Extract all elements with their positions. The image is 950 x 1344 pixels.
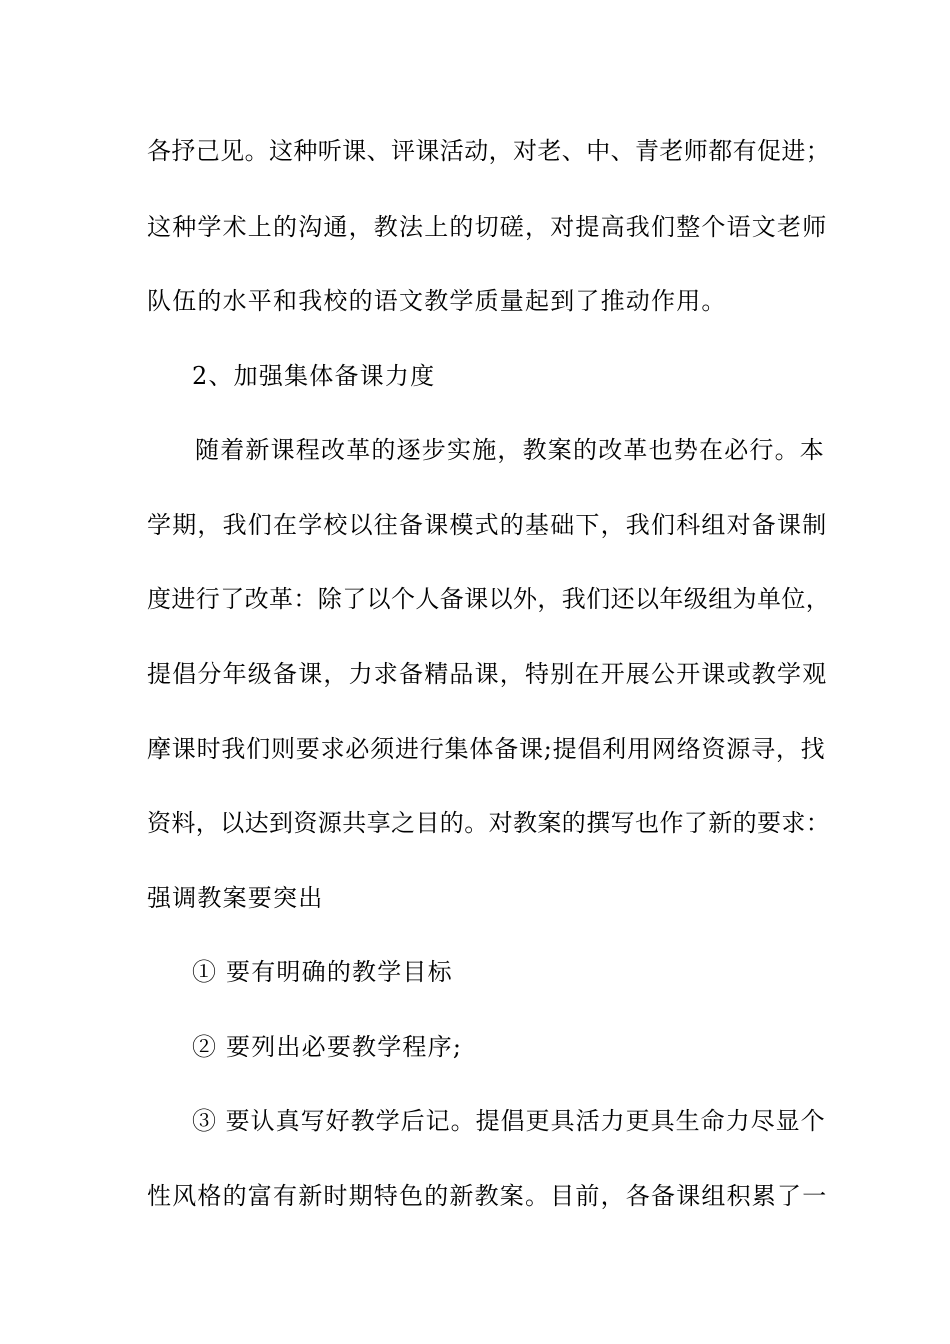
list-item: ③ 要认真写好教学后记。提倡更具活力更具生命力尽显个 [192, 1107, 826, 1135]
list-item: ① 要有明确的教学目标 [192, 958, 453, 986]
paragraph-line: 提倡分年级备课，力求备精品课，特别在开展公开课或教学观 [147, 660, 828, 688]
paragraph-line: 队伍的水平和我校的语文教学质量起到了推动作用。 [147, 287, 727, 315]
paragraph-line: 摩课时我们则要求必须进行集体备课;提倡利用网络资源寻，找 [147, 735, 826, 763]
paragraph-line: 随着新课程改革的逐步实施，教案的改革也势在必行。本 [195, 436, 825, 464]
paragraph-line: 这种学术上的沟通，教法上的切磋，对提高我们整个语文老师 [147, 213, 828, 241]
paragraph-line: 强调教案要突出 [147, 884, 324, 912]
paragraph-line: 学期，我们在学校以往备课模式的基础下，我们科组对备课制 [147, 511, 828, 539]
paragraph-line: 资料，以达到资源共享之目的。对教案的撰写也作了新的要求： [147, 809, 831, 837]
paragraph-line: 性风格的富有新时期特色的新教案。目前，各备课组积累了一 [147, 1182, 828, 1210]
section-heading: 2、加强集体备课力度 [192, 362, 436, 390]
paragraph-line: 各抒己见。这种听课、评课活动，对老、中、青老师都有促进； [147, 137, 831, 165]
list-item: ② 要列出必要教学程序; [192, 1033, 463, 1061]
paragraph-line: 度进行了改革：除了以个人备课以外，我们还以年级组为单位， [147, 585, 831, 613]
